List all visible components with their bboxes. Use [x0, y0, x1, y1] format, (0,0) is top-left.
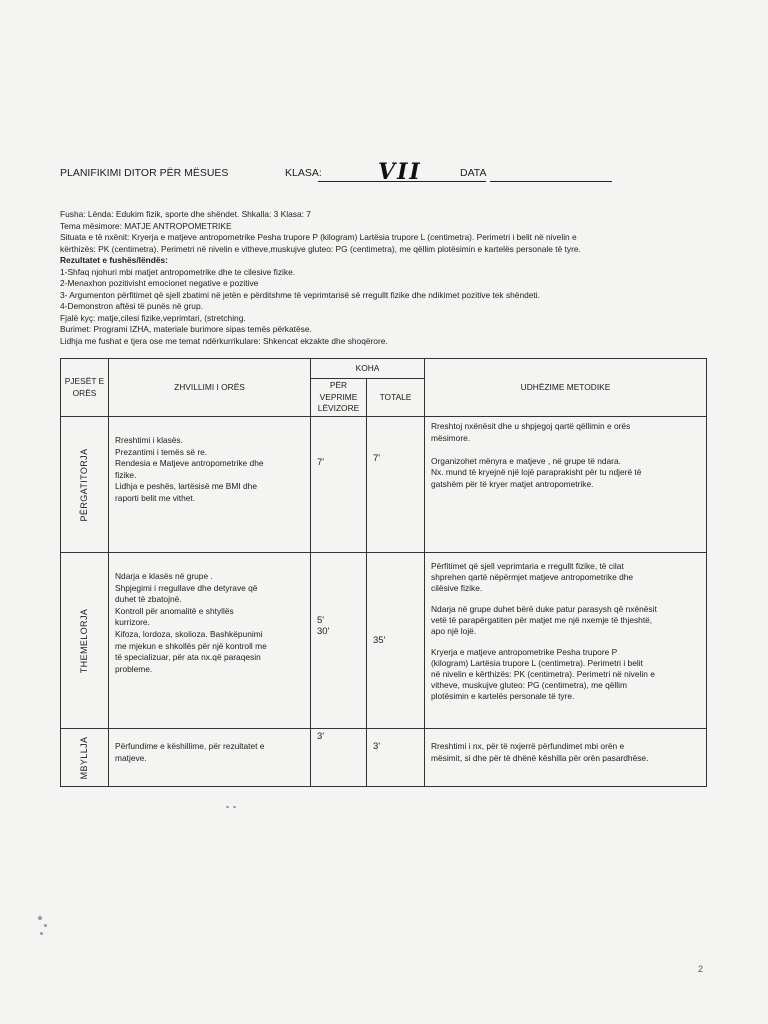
fjale-kyc-line: Fjalë kyç: matje,cilesi fizike,veprimtari, (stretching.	[60, 312, 246, 323]
part-cell	[61, 553, 109, 729]
totale-cell: 7'	[367, 417, 425, 553]
burimet-line: Burimet: Programi IZHA, materiale burimore sipas temës përkatëse.	[60, 324, 312, 334]
zhvillimi-cell: Rreshtimi i klasës. Prezantimi i temës së re. Rendesia e Matjeve antropometrike dhe fizike. Lidhja e peshës, lartësisë me BMI dhe raporti belit me vithet.	[109, 417, 311, 553]
table-row	[61, 553, 707, 729]
fusha-line: Fusha: Lënda: Edukim fizik, sporte dhe shëndet. Shkalla: 3 Klasa: 7	[60, 209, 311, 219]
header-koha: KOHA	[311, 359, 425, 379]
udhezime-cell: Përfitimet që sjell veprimtaria e rregullt fizike, të cilat shprehen qartë nëpërmjet matjeve antropometrike dhe cilësive fizike. Ndarja në grupe duhet bërë duke patur parasysh që nxënësit vetë të parapërgatiten për matjet me një nxemje të thjeshtë, apo një lojë. Kryerja e matjeve antropometrike Pesha trupore P (kilogram) Lartësia trupore L (centimetra). Perimetri i belit në nivelin e kërthizës: PK (centimetra). Perimetri në nivelin e vitheve, muskujve gluteo: PG (centimetra), me qëllim plotësimin e kartelës personale të tyre.	[425, 553, 707, 729]
zhvillimi-cell: Ndarja e klasës në grupe . Shpjegimi i rregullave dhe detyrave që duhet të zbatojnë. Kontroll për anomalitë e shtyllës kurrizore. Kifoza, lordoza, skolioza. Bashkëpunimi me mjekun e shkollës për një kontroll me të specializuar, për ata nx.që paraqesin probleme.	[109, 553, 311, 729]
tema-line: Tema mësimore: MATJE ANTROPOMETRIKE	[60, 220, 232, 231]
part-cell	[61, 417, 109, 553]
totale-cell: 35'	[367, 553, 425, 729]
table-row	[61, 417, 707, 553]
totale-cell: 3'	[367, 729, 425, 787]
situata-line-1: Situata e të nxënit: Kryerja e matjeve antropometrike Pesha trupore P (kilogram) Lartësia trupore L (centimetra). Perimetri i belit në nivelin e	[60, 232, 577, 242]
per-veprime-cell: 5' 30'	[311, 553, 367, 729]
per-veprime-cell: 3'	[311, 729, 367, 787]
header-per-veprime: PËR VEPRIME LËVIZORE	[311, 379, 367, 417]
lidhja-line: Lidhja me fushat e tjera ose me temat ndërkurrikulare: Shkencat ekzakte dhe shoqërore.	[60, 335, 388, 346]
scan-speck	[40, 932, 43, 935]
part-label: PËRGATITORJA	[78, 448, 89, 521]
rezultat-2: 2-Menaxhon pozitivisht emocionet negative e pozitive	[60, 278, 259, 288]
data-label: DATA	[460, 167, 487, 179]
udhezime-cell: Rreshtimi i nx, për të nxjerrë përfundimet mbi orën e mësimit, si dhe për të dhënë këshilla për orën pasardhëse.	[425, 729, 707, 787]
table-row	[61, 729, 707, 787]
data-underline	[490, 167, 612, 182]
page-number: 2	[698, 964, 704, 974]
klasa-label: KLASA:	[285, 167, 322, 179]
per-veprime-cell: 7'	[311, 417, 367, 553]
scan-speck	[233, 806, 236, 808]
rezultat-4: 4-Demonstron aftësi të punës në grup.	[60, 301, 203, 311]
lesson-meta	[60, 209, 700, 347]
title-row	[60, 159, 680, 185]
plan-title: PLANIFIKIMI DITOR PËR MËSUES	[60, 167, 229, 179]
scan-speck	[44, 924, 47, 927]
zhvillimi-cell: Përfundime e këshillime, për rezultatet e matjeve.	[109, 729, 311, 787]
lesson-table	[60, 358, 707, 787]
part-cell	[61, 729, 109, 787]
rezultatet-heading: Rezultatet e fushës/lëndës:	[60, 255, 168, 265]
scan-speck	[226, 806, 229, 808]
header-totale: TOTALE	[367, 379, 425, 417]
rezultat-1: 1-Shfaq njohuri mbi matjet antropometrike dhe te cilesive fizike.	[60, 266, 296, 277]
header-zhvillimi: ZHVILLIMI I ORËS	[109, 359, 311, 417]
udhezime-cell: Rreshtoj nxënësit dhe u shpjegoj qartë qëllimin e orës mësimore. Organizohet mënyra e matjeve , në grupe të ndara. Nx. mund të kryejnë një lojë paraprakisht për tu ndjerë të gatshëm për të kryer matjet antropometrike.	[425, 417, 707, 553]
situata-line-2: kërthizës: PK (centimetra). Perimetri në nivelin e vitheve,muskujve gluteo: PG (centimetra), me qëllim plotësimin e kartelës personale të tyre.	[60, 243, 581, 254]
part-label: THEMELORJA	[78, 608, 89, 673]
klasa-value: VII	[378, 159, 422, 185]
scan-speck	[38, 916, 42, 920]
header-udhezime: UDHËZIME METODIKE	[425, 359, 707, 417]
part-label: MBYLLJA	[78, 736, 89, 779]
rezultat-3: 3- Argumenton përfitimet që sjell zbatimi në jetën e përditshme të veprimtarisë së rregullt fizike dhe ndikimet pozitive tek shëndeti.	[60, 289, 540, 300]
header-pjeset: PJESËT E ORËS	[61, 359, 109, 417]
